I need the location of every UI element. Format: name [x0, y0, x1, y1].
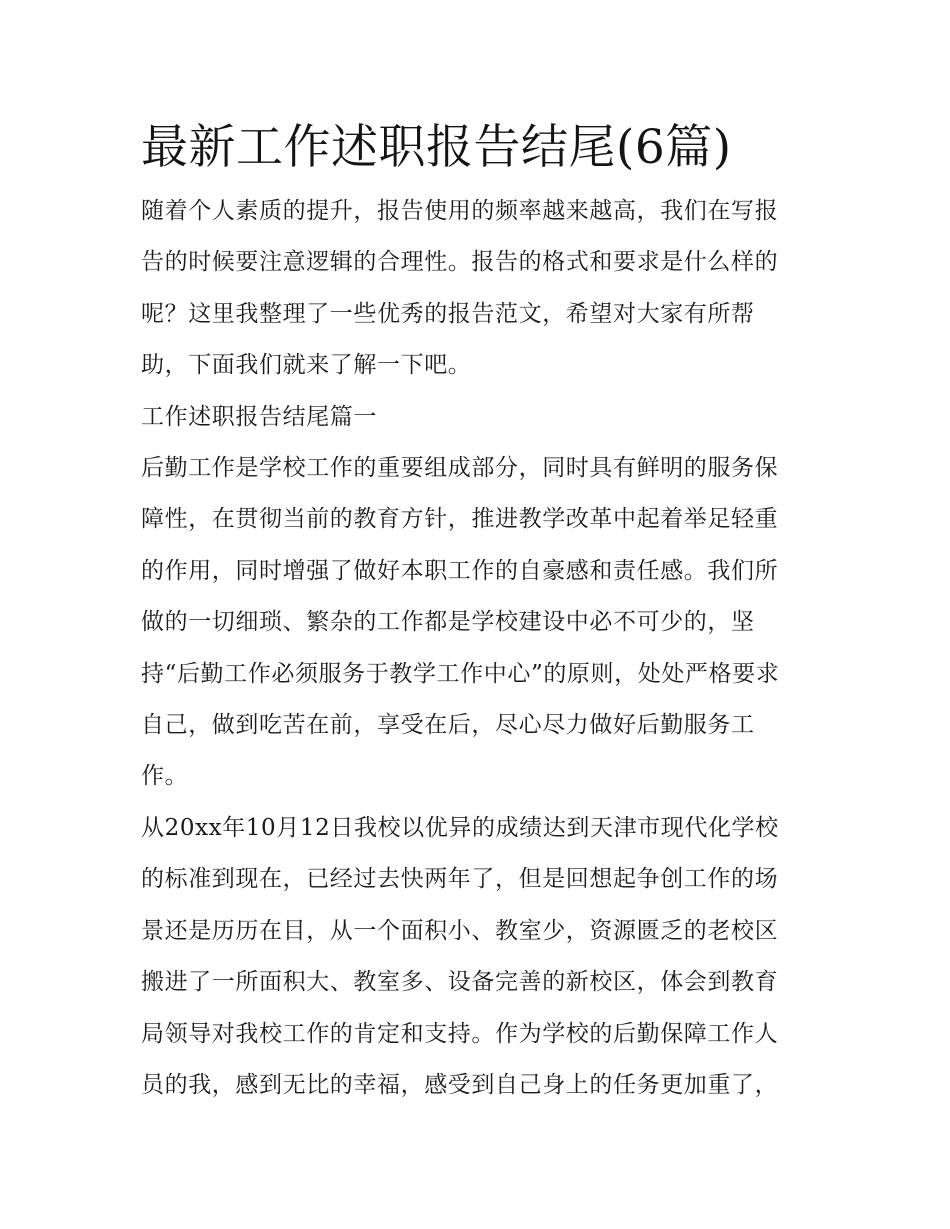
text-line: 的作用，同时增强了做好本职工作的自豪感和责任感。我们所 [141, 557, 779, 584]
text-line: 的标准到现在，已经过去快两年了，但是回想起争创工作的场 [141, 866, 779, 893]
text-line: 自己，做到吃苦在前，享受在后，尽心尽力做好后勤服务工 [141, 712, 755, 739]
text-line: 告的时候要注意逻辑的合理性。报告的格式和要求是什么样的 [141, 249, 779, 276]
text-line: 呢？这里我整理了一些优秀的报告范文，希望对大家有所帮 [141, 300, 755, 327]
text-line: 景还是历历在目，从一个面积小、教室少，资源匮乏的老校区 [141, 917, 779, 944]
text-line: 作。 [141, 763, 189, 790]
document-body [141, 112, 813, 1111]
text-line: 持“后勤工作必须服务于教学工作中心”的原则，处处严格要求 [141, 660, 780, 687]
text-line: 员的我，感到无比的幸福，感受到自己身上的任务更加重了， [141, 1071, 779, 1098]
text-line: 障性，在贯彻当前的教育方针，推进教学改革中起着举足轻重 [141, 506, 779, 533]
text-line: 助，下面我们就来了解一下吧。 [141, 352, 472, 379]
text-line: 从20xx年10月12日我校以优异的成绩达到天津市现代化学校 [141, 814, 779, 841]
text-line: 随着个人素质的提升，报告使用的频率越来越高，我们在写报 [141, 198, 779, 224]
text-line: 做的一切细琐、繁杂的工作都是学校建设中必不可少的，坚 [141, 609, 755, 636]
text-line: 局领导对我校工作的肯定和支持。作为学校的后勤保障工作人 [141, 1020, 779, 1047]
text-line: 搬进了一所面积大、教室多、设备完善的新校区，体会到教育 [141, 969, 779, 996]
document-title: 最新工作述职报告结尾(6篇) [141, 120, 732, 175]
intro-paragraph [141, 186, 813, 392]
body-paragraph-2 [141, 803, 813, 1111]
body-paragraph-1 [141, 443, 813, 803]
section-heading: 工作述职报告结尾篇一 [141, 403, 377, 430]
text-line: 后勤工作是学校工作的重要组成部分，同时具有鲜明的服务保 [141, 455, 779, 482]
